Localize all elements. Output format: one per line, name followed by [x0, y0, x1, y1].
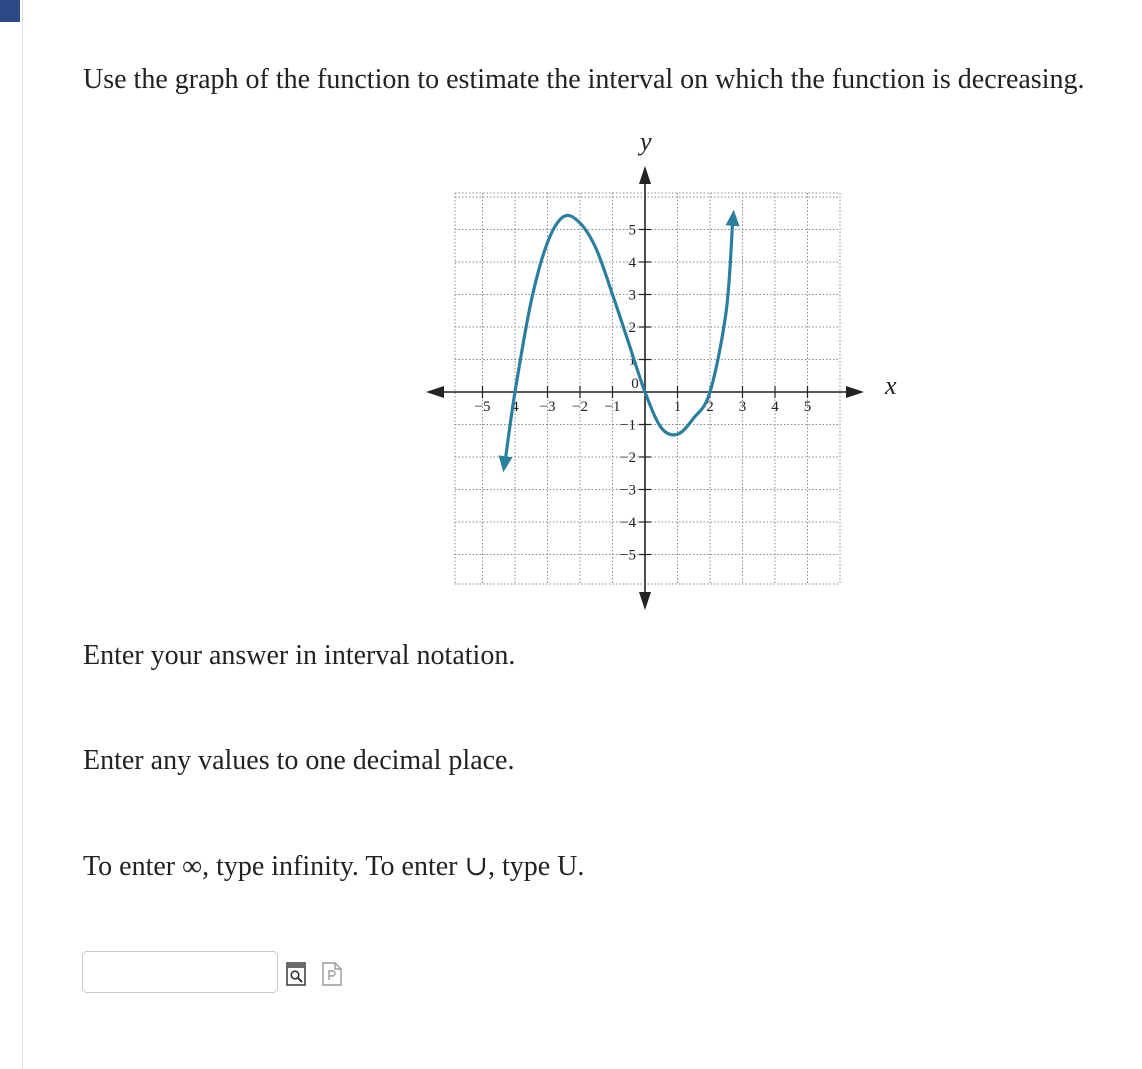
graph-tick-labels	[475, 223, 812, 564]
curve-arrow-end	[726, 210, 740, 226]
instruction-decimal-places: Enter any values to one decimal place.	[83, 745, 515, 776]
x-tick-label: 3	[738, 399, 747, 415]
x-tick-label: −5	[474, 399, 491, 415]
function-curve	[505, 215, 733, 460]
instruction-infinity-union: To enter ∞, type infinity. To enter ∪, type U.	[83, 851, 585, 882]
x-axis-arrow-left	[426, 386, 444, 398]
x-axis-label: x	[885, 371, 897, 400]
y-tick-label: −5	[620, 547, 636, 564]
corner-tab	[0, 0, 20, 22]
y-tick-label: 4	[628, 255, 636, 271]
x-tick-label: −2	[572, 399, 588, 415]
function-graph	[420, 120, 900, 620]
y-tick-label: 5	[628, 222, 636, 239]
answer-input[interactable]	[82, 951, 278, 993]
x-tick-label: 4	[511, 399, 519, 415]
x-tick-label: 0	[631, 376, 639, 392]
help-icon[interactable]	[322, 962, 342, 986]
graph-grid	[455, 193, 840, 584]
y-tick-label: −4	[620, 515, 636, 531]
y-tick-label: −3	[620, 482, 636, 499]
preview-icon[interactable]	[286, 962, 306, 986]
x-tick-label: 2	[706, 399, 714, 415]
question-text: Use the graph of the function to estimate the interval on which the function is decreasing.	[83, 64, 1085, 95]
y-axis-arrow-up	[639, 166, 651, 184]
x-axis-arrow-right	[846, 386, 864, 398]
x-tick-label: −1	[604, 399, 621, 415]
y-axis-arrow-down	[639, 592, 651, 610]
x-tick-label: 1	[673, 399, 682, 415]
x-tick-label: 5	[803, 399, 812, 415]
left-divider	[22, 0, 23, 1069]
y-tick-label: 2	[628, 320, 636, 336]
y-tick-label: −2	[620, 450, 636, 466]
y-tick-label: −1	[620, 417, 636, 434]
x-tick-label: −3	[539, 399, 556, 415]
x-tick-label: 4	[771, 399, 779, 415]
y-tick-label: 3	[628, 287, 636, 304]
instruction-interval-notation: Enter your answer in interval notation.	[83, 640, 516, 671]
y-tick-label: 1	[628, 352, 636, 369]
y-axis-label: y	[640, 127, 652, 156]
curve-arrow-start	[499, 455, 513, 472]
